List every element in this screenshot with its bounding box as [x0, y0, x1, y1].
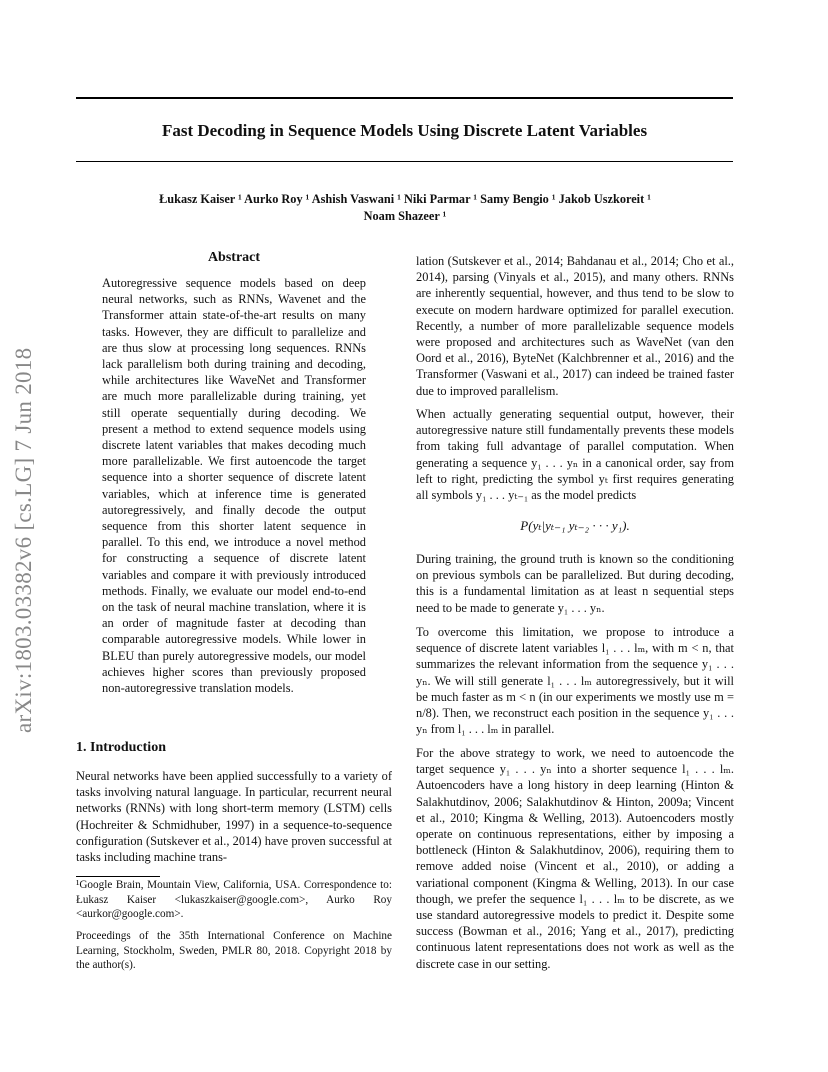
author-list	[90, 191, 720, 225]
arxiv-stamp: arXiv:1803.03382v6 [cs.LG] 7 Jun 2018	[11, 347, 36, 733]
author-line-2: Noam Shazeer ¹	[363, 209, 447, 223]
title-bottom-rule	[76, 161, 733, 162]
section-heading-introduction: 1. Introduction	[76, 740, 166, 755]
right-paragraph-4: To overcome this limitation, we propose to introduce a sequence of discrete latent variables l₁ . . . lₘ, with m < n, that summarizes the relevant information from the sequence y₁ . . . yₙ. We will still generate l₁ . . . lₘ autoregressively, but it will be much faster as m < n (in our experiments we mostly use m = n/8). Then, we reconstruct each position in the sequence y₁ . . . yₙ from l₁ . . . lₘ in parallel.	[416, 625, 734, 737]
footnote-rule	[76, 876, 160, 877]
intro-paragraph-1: Neural networks have been applied successfully to a variety of tasks involving natural language. In particular, recurrent neural networks (RNNs) with long short-term memory (LSTM) cells (Hochreiter & Schmidhuber, 1997) in a sequence-to-sequence configuration (Sutskever et al., 2014) have proven successful at tasks including machine trans-	[76, 769, 392, 865]
abstract-heading: Abstract	[207, 250, 261, 265]
equation: P(yₜ|yₜ₋₁ yₜ₋₂ · · · y₁).	[520, 518, 630, 533]
abstract-text: Autoregressive sequence models based on deep neural networks, such as RNNs, Wavenet and the Transformer attain state-of-the-art results on many tasks. However, they are difficult to parallelize and are thus slow at processing long sequences. RNNs lack parallelism both during training and decoding, while architectures like WaveNet and Transformer are much more parallelizable during training, yet still operate sequentially during decoding. We present a method to extend sequence models using discrete latent variables that makes decoding much more parallelizable. We first autoencode the target sequence into a shorter sequence of discrete latent variables, which at inference time is generated autoregressively, and finally decode the output sequence from this shorter latent sequence in parallel. To this end, we introduce a novel method for constructing a sequence of discrete latent variables and compare it with previously introduced methods. Finally, we evaluate our model end-to-end on the task of neural machine translation, where it is an order of magnitude faster at decoding than comparable autoregressive models. While lower in BLEU than purely autoregressive models, our model achieves higher scores than previously proposed non-autoregressive translation models.	[102, 276, 366, 696]
paper-title: Fast Decoding in Sequence Models Using Discrete Latent Variables	[161, 121, 648, 140]
right-paragraph-1: lation (Sutskever et al., 2014; Bahdanau et al., 2014; Cho et al., 2014), parsing (Vinyals et al., 2015), and many others. RNNs are inherently sequential, however, and thus tend to be slow to execute on modern hardware optimized for parallel execution. Recently, a number of more parallelizable sequence models were proposed and architectures such as WaveNet (van den Oord et al., 2016), ByteNet (Kalchbrenner et al., 2016) and the Transformer (Vaswani et al., 2017) can indeed be trained faster due to improved parallelism.	[416, 254, 734, 398]
footnote-affiliation: ¹Google Brain, Mountain View, California, USA. Correspondence to: Łukasz Kaiser <lukaszkaiser@google.com>, Aurko Roy <aurkor@google.com>.	[76, 879, 392, 920]
title-top-rule	[76, 97, 733, 99]
right-paragraph-2: When actually generating sequential output, however, their autoregressive nature still fundamentally prevents these models from taking full advantage of parallel computation. When generating a sequence y₁ . . . yₙ in a canonical order, say from left to right, predicting the symbol yₜ first requires generating all symbols y₁ . . . yₜ₋₁ as the model predicts	[416, 407, 734, 503]
author-line-1: Łukasz Kaiser ¹ Aurko Roy ¹ Ashish Vaswani ¹ Niki Parmar ¹ Samy Bengio ¹ Jakob Uszkoreit ¹	[159, 192, 651, 206]
proceedings-note: Proceedings of the 35th International Conference on Machine Learning, Stockholm, Sweden, PMLR 80, 2018. Copyright 2018 by the author(s).	[76, 930, 392, 971]
right-paragraph-3: During training, the ground truth is known so the conditioning on previous symbols can be parallelized. But during decoding, this is a fundamental limitation as at least n sequential steps need to be made to generate y₁ . . . yₙ.	[416, 552, 734, 615]
right-paragraph-5: For the above strategy to work, we need to autoencode the target sequence y₁ . . . yₙ into a shorter sequence l₁ . . . lₘ. Autoencoders have a long history in deep learning (Hinton & Salakhutdinov, 2006; Salakhutdinov & Hinton, 2009a; Vincent et al., 2010; Kingma & Welling, 2013). Autoencoders mostly operate on continuous representations, either by imposing a bottleneck (Hinton & Salakhutdinov, 2006), requiring them to remove added noise (Vincent et al., 2010), or adding a variational component (Kingma & Welling, 2013). In our case though, we prefer the sequence l₁ . . . lₘ to be discrete, as we use standard autoregressive models to predict it. Despite some success (Bowman et al., 2016; Yang et al., 2017), predicting continuous latent representations does not work as well as the discrete case in our setting.	[416, 746, 734, 971]
